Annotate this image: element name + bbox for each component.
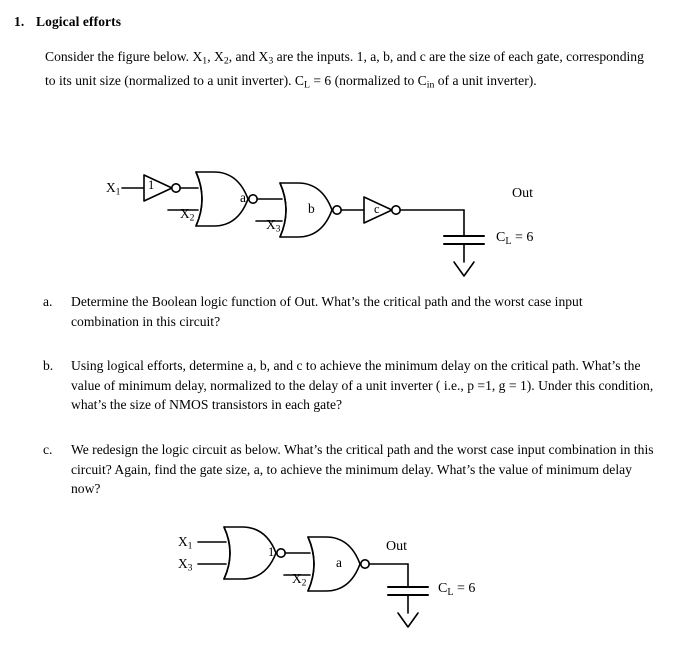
item-b-text: Using logical efforts, determine a, b, and c to achieve the minimum delay on the critical path. What’s the value of minimum delay, normalized to the delay of a unit inverter ( i.e., p =1, g = 1). Under this condition, what’s the size of NMOS transistors in each gate?: [71, 358, 654, 412]
item-a-text: Determine the Boolean logic function of Out. What’s the critical path and the worst case input combination in this circuit?: [71, 294, 583, 329]
question-number: 1.: [14, 14, 25, 29]
item-a-label: a.: [43, 294, 53, 309]
item-b-label: b.: [43, 358, 54, 373]
page-title: [14, 14, 121, 30]
label-x2-fig2: $X_2$: [292, 571, 307, 589]
item-c-label: c.: [43, 442, 53, 457]
label-cl-2: $C_L = 6$: [438, 581, 476, 598]
item-c-text: We redesign the logic circuit as below. What’s the critical path and the worst case input combination in this circuit? Again, find the gate size, a, to achieve the minimum delay. What’s the value of minimum delay now?: [71, 442, 654, 496]
intro-paragraph: Consider the figure below. $X_1$, $X_2$, and $X_3$ are the inputs. 1, a, b, and c are the size of each gate, corresponding to its unit size (normalized to a unit inverter). $C_L = 6$ (normalized to $C_{in}$ of a unit inverter).: [45, 49, 644, 91]
list-item-a: [43, 292, 643, 331]
label-out-1: Out: [512, 186, 533, 201]
label-x3: $X_3$: [266, 217, 281, 235]
circuit-svg-1: [96, 158, 616, 283]
label-x3-fig2: $X_3$: [178, 556, 193, 574]
label-gate-a: a: [240, 190, 246, 205]
label-x2: $X_2$: [180, 206, 195, 224]
label-x1-fig2: $X_1$: [178, 534, 193, 552]
label-gate-1-fig2: 1: [268, 545, 275, 559]
label-gate-c: c: [374, 202, 380, 216]
label-inverter-size-1: 1: [148, 178, 155, 192]
label-out-2: Out: [386, 539, 407, 554]
label-cl-1: $C_L = 6$: [496, 230, 534, 247]
logic-circuit-diagram-1: [96, 158, 616, 283]
list-item-c: [43, 440, 658, 499]
list-item-b: [43, 356, 658, 415]
label-x1: $X_1$: [106, 180, 121, 198]
label-gate-a-fig2: a: [336, 555, 342, 570]
logic-circuit-diagram-2: [170, 525, 500, 650]
question-title: Logical efforts: [36, 14, 122, 29]
label-gate-b: b: [308, 201, 315, 216]
